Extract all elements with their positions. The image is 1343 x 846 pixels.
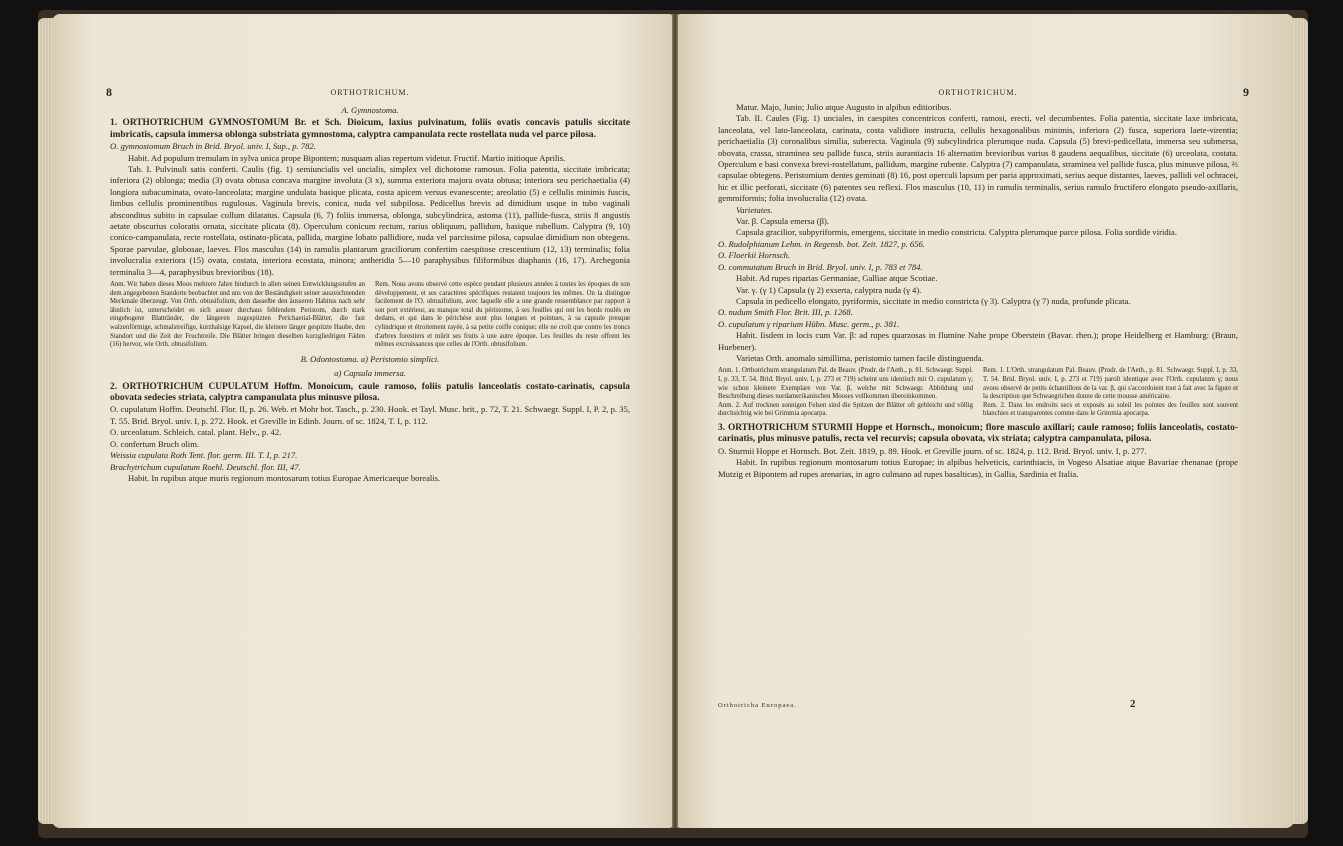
variety-beta-habitat: Habit. Ad rupes riparias Germaniae, Galliae atque Scotiae.: [736, 273, 938, 284]
notes-french-column: [983, 367, 1238, 419]
variety-beta-synonym: O. Rudolphianum Lehm. in Regensb. bot. Zeit. 1827, p. 656.: [718, 238, 925, 249]
variety-gamma-note: Varietas Orth. anomalo simillima, peristomio tamen facile distinguenda.: [736, 352, 984, 363]
running-head-left: ORTHOTRICHUM.: [330, 88, 410, 97]
printer-signature: Orthotricha Europaea.: [718, 702, 797, 709]
right-page-text: [718, 102, 1238, 480]
species-2-synonym: O. cupulatum Hoffm. Deutschl. Flor. II, p. 26. Web. et Mohr bot. Tasch., p. 230. Hook. et Tayl. Musc. brit., p. 72, T. 21. Schwaegr. Suppl. I, P. 2, p. 35, T. 55. Brid. Bryol. univ. I, p. 272. Hook. et Greville in Edinb. Journ. of sc. 1824, T. I, p. 112.: [110, 404, 630, 426]
notes-german-column: [718, 367, 973, 419]
species-2-synonym: O. confertum Bruch olim.: [110, 438, 200, 449]
species-2-synonym: Brachytrichum cupulatum Roehl. Deutschl. flor. III, 47.: [110, 461, 301, 472]
variety-gamma-description: Capsula in pedicello elongato, pyriformis, siccitate in medio constricta (γ 3). Calyptra (γ 7) nuda, profunde plicata.: [736, 295, 1131, 306]
note-french: Rem. Nous avons observé cette espèce pendant plusieurs années à toutes les époques de son développement, et ses caractères spécifiques restaient toujours les mêmes. On la distingue facilement de l'O. obtusifolium, avec laquelle elle a une grande ressemblance par rapport à son port extérieur, au manque total du péristome, à ses feuilles qui ont les bords roulés en dedans, et qui dans le périchèse sont plus longues et pointues, à sa capsule presque cylindrique et étroitement rayée, à sa petite coiffe conique; elle ne croît que contre les troncs d'arbres forestiers et mûrit ses fruits à une autre époque. Les feuilles du reste offrent les mêmes excroissances que celles de l'Orth. obtusifolium.: [375, 281, 630, 349]
note-german-1: Anm. 1. Orthotrichum strangulatum Pal. de Beauv. (Prodr. de l'Aeth., p. 81. Schwaegr. Suppl. I, p. 33, T. 54. Brid. Bryol. univ. I, p. 273 et 719) scheint uns identisch mit O. cupulatum γ; wie schon kleinere Exemplare von Var. β, welche mit Schwaegr. Abbildung und Beschreibung dieses nordamerikanischen Mooses vollkommen übereinkommen.: [718, 367, 973, 401]
variety-beta: Var. β. Capsula emersa (β).: [736, 216, 829, 227]
open-book: [38, 10, 1308, 838]
section-heading-b: B. Odontostoma. a) Peristomio simplici.: [300, 353, 440, 364]
note-german: Anm. Wir haben dieses Moos mehrere Jahre hindurch in allen seinen Entwicklungsstufen an dem angegebenen Standorte beobachtet und uns von der Beständigkeit seiner auszeichnenden Merkmale überzeugt. Von Orth. obtusifolium, dem dasselbe den äusseren Habitus nach sehr ähnlich ist, unterscheidet es sich ausser durchaus fehlendem Peristom, durch stark eingebogene Blattränder, die längeren zugespitzten Perichaetial-Blätter, die fast walzenförmige, schmalstreifige, kurzhalsige Kapsel, die kleinere länger gespitzte Haube, den Standort und die Zeit der Fruchtreife. Die Blätter bringen dieselben kurzgliedrigen Fäden (16) hervor, wie Orth. obtusifolium.: [110, 281, 365, 349]
variety-beta-description: Capsula gracilior, subpyriformis, emergens, siccitate in medio constricta. Calyptra plerumque parce pilosa. Folia sordide viridia.: [736, 227, 1177, 238]
species-2-habitat: Habit. In rupibus atque muris regionum montosarum totius Europae Americaeque borealis.: [128, 472, 441, 483]
variety-beta-synonym: O. Floerkii Hornsch.: [718, 250, 791, 261]
page-number-right: 9: [1243, 85, 1249, 99]
species-3-synonym: O. Sturmii Hoppe et Hornsch. Bot. Zeit. 1819, p. 89. Hook. et Greville journ. of sc. 1824, p. 112. Brid. Bryol. univ. I, p. 277.: [718, 445, 1147, 456]
notes-two-column-right: [718, 367, 1238, 419]
variety-gamma-habitat: Habit. Iisdem in locis cum Var. β: ad rupes quarzosas in flumine Nahe prope Oberstein (Bavar. rhen.); prope Heidelberg et Hamburg: (Braun, Huebener).: [718, 330, 1238, 352]
species-1-title: 1. ORTHOTRICHUM GYMNOSTOMUM Br. et Sch. Dioicum, laxius pulvinatum, foliis ovatis concavis patulis siccitate imbricatis, capsula immersa oblonga substriata gymnostoma, calyptra campanulata recte rostellata nuda vel parce pilosa.: [110, 118, 630, 140]
notes-two-column: [110, 281, 630, 350]
species-2-synonym: O. urceolatum. Schleich. catal. plant. Helv., p. 42.: [110, 427, 282, 438]
left-page-text: [110, 102, 630, 484]
page-number-left: 8: [106, 85, 112, 99]
species-1-description: Tab. I. Pulvinuli satis conferti. Caulis (fig. 1) semiuncialis vel uncialis, simplex vel dichotome ramosus. Folia patentia, siccitate imbricata; inferiora (2) oblonga; media (3) ovata obtusa concava margine involuta (3 x), summa exteriora majora ovata obtusa; interiora seu perichaetialia (4) longiora subacuminata, ovato-lanceolata; margine undulata basique plicata, costa apicem versus evanescente; areolatio (5) e cellulis minimis fuscis, limbus cellulis prominentibus rugulosus. Vaginula brevis, conica, nuda vel subpilosa. Pedicellus brevis ad dimidium usque in tubo vaginali absconditus subito in capsulae collum dilatatus. Capsula (6, 7) foliis immersa, oblonga, subcylindrica, astoma (11), pallide-fusca, striis 8 angustis aetate obscurius coloratis ornata, siccitate plicata (8). Operculum conicum rectum, rarius obliquum, pallidum, basique rubellum. Calyptra (9, 10) conico-campanulata, recte rostellata, ostinato-plicata, pallida, margine lobato pallidiore, nuda vel parcissime pilosa, capsulae dimidium non obtegens. Sporae parvulae, globosae, laeves. Flos masculus (14) in ramulis plantarum graciliorum confertim caespitose crescentium (12, 13) terminalis; folia involucralia exteriora (15) ovata, costata, interiora ecostata, minora; antheridia 5—10 paraphysibus filiformibus diaphanis (16, 17). Archegonia terminalia 3—4, paraphysibus brevioribus (18).: [110, 164, 630, 277]
section-subheading: a) Capsula immersa.: [334, 368, 406, 379]
species-3-title: 3. ORTHOTRICHUM STURMII Hoppe et Hornsch., monoicum; flore masculo axillari; caule ramoso; foliis lanceolatis, costato-carinatis, plus minusve patulis, recta vel recurvis; capsula obovata, vix striata; calyptra campanulata, pilosa.: [718, 422, 1238, 445]
left-page: [52, 14, 672, 828]
species-2-synonym: Weissia cupulata Roth Tent. flor. germ. III. T. I, p. 217.: [110, 450, 298, 461]
running-head-right: ORTHOTRICHUM.: [938, 88, 1018, 97]
note-french-2: Rem. 2. Dans les endroits secs et exposés au soleil les pointes des feuilles sont souvent blanchies et transparentes comme dans le Grimmia apocarpa.: [983, 401, 1238, 418]
variety-beta-synonym: O. commutatum Bruch in Brid. Bryol. univ. I, p. 783 et 784.: [718, 261, 923, 272]
species-2-title: 2. ORTHOTRICHUM CUPULATUM Hoffm. Monoicum, caule ramoso, foliis patulis lanceolatis costato-carinatis, capsula obovata sedecies striata, calyptra campanulata plus minusve pilosa.: [110, 381, 630, 404]
note-german-2: Anm. 2. Auf trocknen sonnigen Felsen sind die Spitzen der Blätter oft gebleicht und völlig durchsichtig wie bei Grimmia apocarpa.: [718, 401, 973, 418]
variety-gamma-synonym: O. cupulatum γ riparium Hübn. Musc. germ., p. 381.: [718, 318, 900, 329]
varieties-heading: Varietates.: [736, 204, 773, 215]
right-page: [678, 14, 1294, 828]
variety-gamma-synonym: O. nudum Smith Flor. Brit. III, p. 1268.: [718, 307, 853, 318]
species-1-synonym: O. gymnostomum Bruch in Brid. Bryol. univ. I, Sup., p. 782.: [110, 141, 316, 152]
section-heading-a: A. Gymnostoma.: [341, 105, 399, 115]
signature-number: 2: [1130, 698, 1136, 710]
plate-description: Tab. II. Caules (Fig. 1) unciales, in caespites concentricos conferti, ramosi, erecti, vel decumbentes. Folia patentia, siccitate laxe imbricata, lanceolata, vel lato-lanceolata, carinata, costa validiore instructa, cellulis hexagonalibus minimis, inferiora (2) fusca, superiora laete-virentia; perichaetialia (3) coronalibus similia, suberecta. Vaginula (9) subcylindrica plerumque nuda. Capsula (5) brevi-pedicellata, immersa seu submersa, obovata, crassa, straminea seu pallide fusca, striis aurantiacis 16 alternatim brevioribus varius 8 gaudens aequalibus, siccitate (6) urceolata, costata. Operculum e basi convexa brevi-rostellatum, pallidum, margine rubente. Calyptra (7) campanulata, straminea vel pallide fusca, plus minusve pilosa, ⅔ capsulae obtegens. Peristomium dentes geminati (8) 16, post operculi lapsum per paria approximati, serius aeque distantes, laeves, pallidi vel ochracei, hic et illic perforati, siccitate (6) patentes seu reflexi. Flos masculus (10, 11) in ramulis terminalis, serius ramulo fructifero elongato pseudo-axillaris, gemmiformis; folia involucralia (12) ovata.: [718, 113, 1238, 204]
species-3-habitat: Habit. In rupibus regionum montosarum totius Europae; in alpibus helveticis, carinthiacis, in Vogeso Alsatiae atque Bavariae rhenanae (prope Mutzig et Bipontem ad rupes arenarias, in agro culmano ad rupes basalticas), in Gallia, Sardinia et Italia.: [718, 457, 1238, 479]
variety-gamma: Var. γ. (γ 1) Capsula (γ 2) exserta, calyptra nuda (γ 4).: [736, 284, 922, 295]
note-french-1: Rem. 1. L'Orth. strangulatum Pal. Beauv. (Prodr. de l'Aeth., p. 81. Schwaegr. Suppl. I, p. 33, T. 54. Brid. Bryol. univ. I, p. 273 et 719) paroît identique avec l'Orth. cupulatum γ; nous avons observé de petits échantillons de la var. β, qui s'accordoient tout à fait avec la figure et la description que Schwaegrichen donne de cette mousse américaine.: [983, 367, 1238, 401]
maturation-text: Matur. Majo, Junio; Julio atque Augusto in alpibus editioribus.: [736, 102, 952, 112]
species-1-habitat: Habit. Ad populum tremulam in sylva unica prope Bipontem; nusquam alias repertum videtur. Fructif. Martio initioque Aprilis.: [128, 152, 566, 163]
